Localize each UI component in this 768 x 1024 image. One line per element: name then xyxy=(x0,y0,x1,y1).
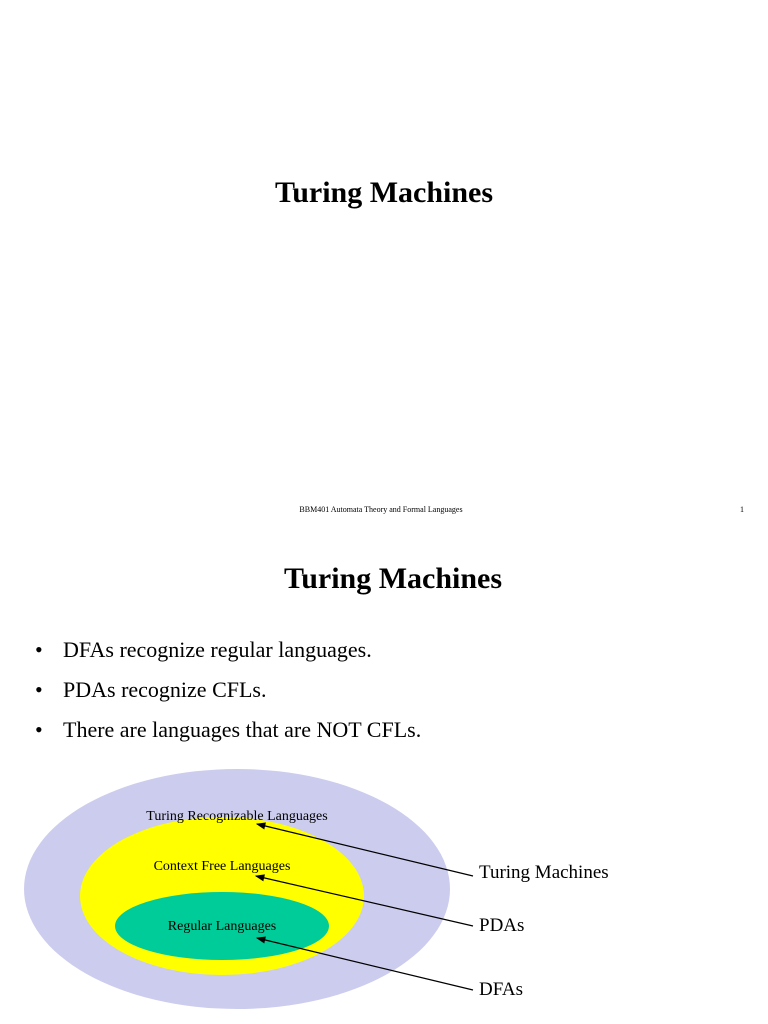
dfas-label: DFAs xyxy=(479,979,523,1000)
bullet-text: DFAs recognize regular languages. xyxy=(63,637,372,662)
bullet-dot-icon: • xyxy=(35,717,43,742)
bullet-text: There are languages that are NOT CFLs. xyxy=(63,717,422,742)
bullet-dot-icon: • xyxy=(35,637,43,662)
bullet-item xyxy=(35,710,421,750)
bullet-text: PDAs recognize CFLs. xyxy=(63,677,267,702)
language-hierarchy-diagram xyxy=(0,760,768,1024)
middle-ellipse-label: Context Free Languages xyxy=(153,859,291,874)
page-number: 1 xyxy=(740,505,744,514)
bullet-list xyxy=(35,630,421,750)
slide-1-title: Turing Machines xyxy=(274,176,494,209)
bullet-item xyxy=(35,630,421,670)
outer-ellipse-label: Turing Recognizable Languages xyxy=(146,809,328,824)
pdas-label: PDAs xyxy=(479,915,525,936)
slide-2 xyxy=(0,530,768,1024)
slide-2-title: Turing Machines xyxy=(283,562,503,595)
bullet-item xyxy=(35,670,421,710)
turing-machines-label: Turing Machines xyxy=(479,862,609,883)
slide-footer: BBM401 Automata Theory and Formal Languages xyxy=(299,505,463,514)
bullet-dot-icon: • xyxy=(35,677,43,702)
inner-ellipse-label: Regular Languages xyxy=(167,919,277,934)
